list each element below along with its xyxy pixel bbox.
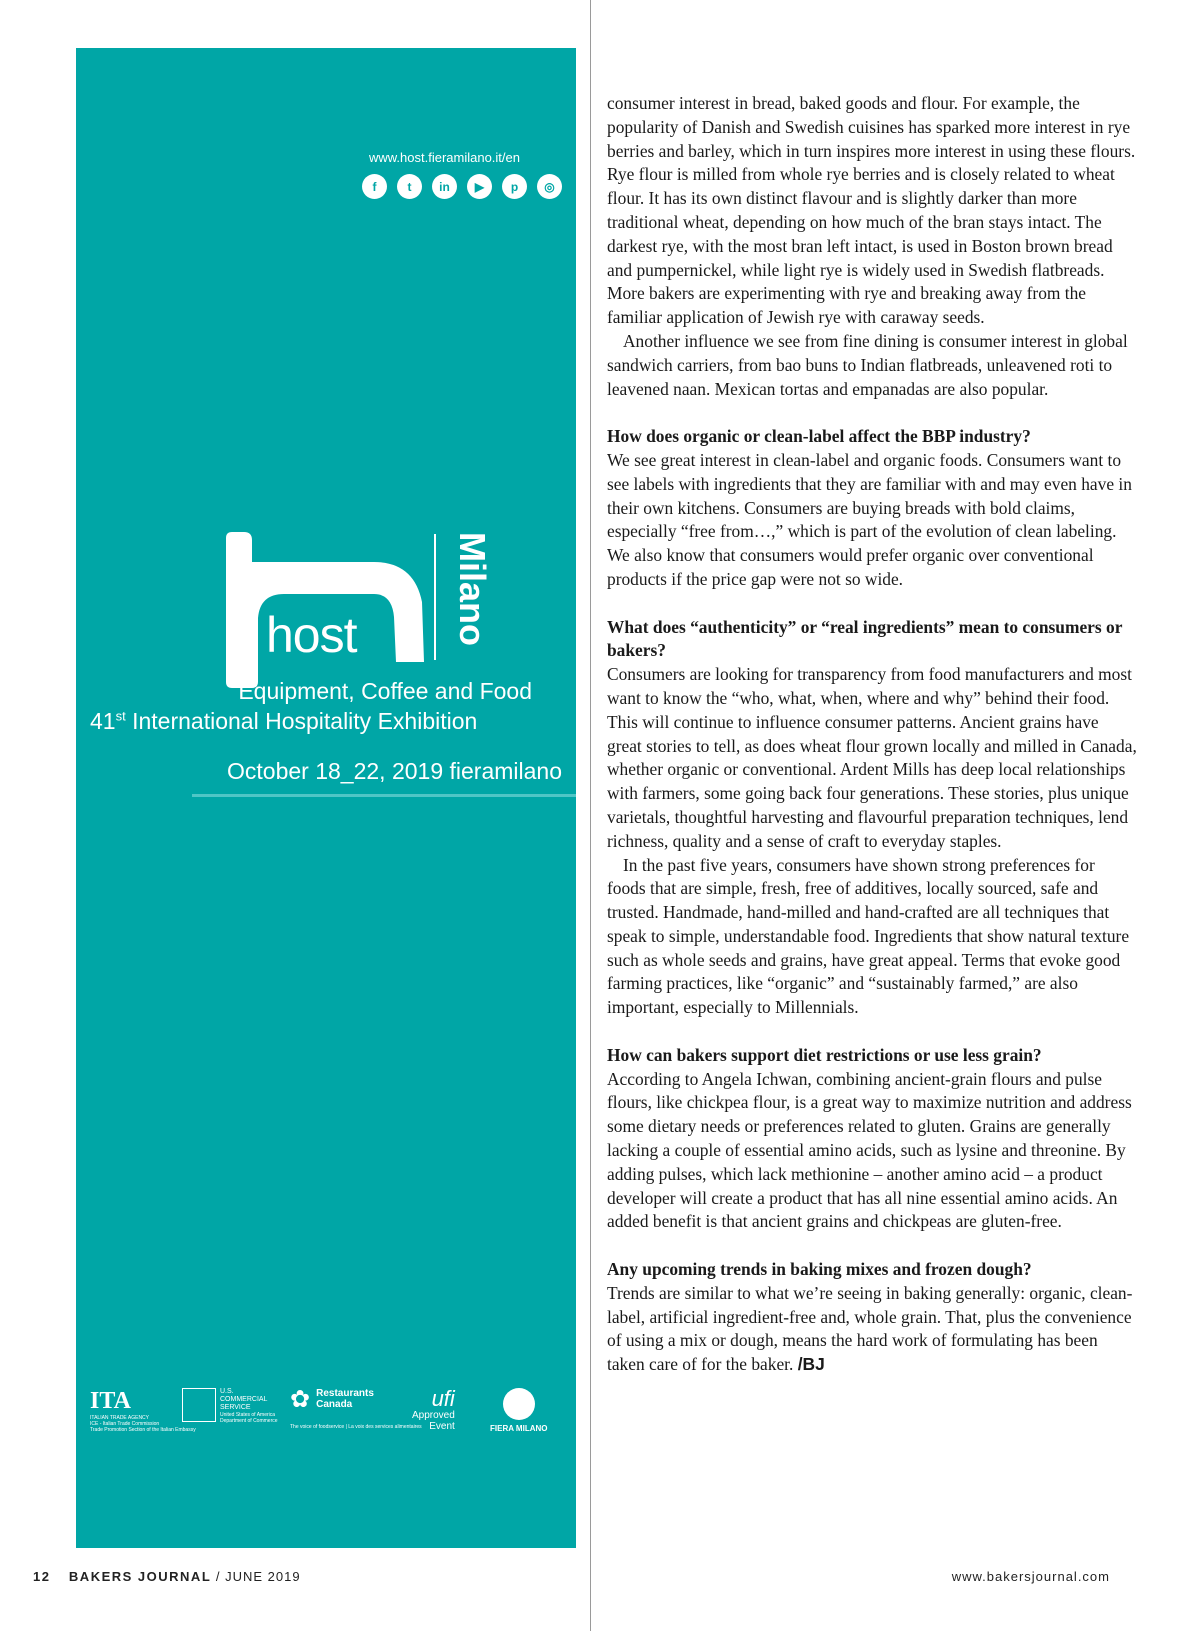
publication-name: BAKERS JOURNAL xyxy=(68,1569,212,1584)
host-milano-ad[interactable] xyxy=(76,48,576,1548)
svg-text:Milano: Milano xyxy=(452,532,493,646)
signature: /BJ xyxy=(797,1354,825,1375)
paragraph: Consumers are looking for transparency from food manufacturers and most want to know the “who, what, when, where and why” behind their food. This will continue to influence consumer patterns. Ancient grains have great stories to tell, as does wheat flour grown locally and milled in Canada, whether organic or conventional. Ardent Mills has deep local relationships with farmers, some going back four generations. These stories, plus unique varietals, thoughtful harvesting and flavourful preparation techniques, lend richness, quality and a sense of craft to everyday staples. xyxy=(607,664,1137,851)
column-divider xyxy=(590,0,591,1631)
question-heading: Any upcoming trends in baking mixes and frozen dough? xyxy=(607,1259,1032,1280)
ad-rule xyxy=(192,794,576,797)
article-body xyxy=(607,92,1137,1377)
question-heading: How can bakers support diet restrictions or use less grain? xyxy=(607,1044,1042,1065)
facebook-icon[interactable]: f xyxy=(362,174,387,199)
flag-icon xyxy=(182,1388,216,1422)
footer-website[interactable]: www.bakersjournal.com xyxy=(951,1569,1110,1584)
fiera-milano-icon xyxy=(503,1388,535,1420)
logo-divider xyxy=(434,534,436,660)
question-heading: What does “authenticity” or “real ingredients” mean to consumers or bakers? xyxy=(607,616,1123,661)
maple-leaf-icon: ✿ xyxy=(290,1386,311,1413)
paragraph: Another influence we see from fine dining is consumer interest in global sandwich carriers, from bao buns to Indian flatbreads, unleavened roti to leavened naan. Mexican tortas and empanadas are also popular. xyxy=(607,330,1128,399)
host-logo-text: host xyxy=(266,607,357,663)
page-number: 12 xyxy=(33,1569,51,1584)
youtube-icon[interactable]: ▶ xyxy=(467,174,492,199)
partner-logos xyxy=(90,1388,568,1438)
paragraph: Trends are similar to what we’re seeing in baking generally: organic, clean-label, artificial ingredient-free and, whole grain. That, plus the convenience of using a mix or dough, means the hard work of formulating has been taken care of for the baker. /BJ xyxy=(607,1282,1133,1375)
paragraph: consumer interest in bread, baked goods and flour. For example, the popularity of Danish and Swedish cuisines has sparked more interest in rye berries and barley, which in turn inspires more interest in using these flours. Rye flour is milled from whole rye berries and is closely related to wheat flour. It has its own distinct flavour and is slightly darker than more traditional wheat, depending on how much of the bran stays intact. The darkest rye, with the most bran left intact, is used in Boston brown bread and pumpernickel, while light rye is widely used in Swedish flatbreads. More bakers are experimenting with rye and breaking away from the familiar application of Jewish rye with caraway seeds. xyxy=(607,93,1136,328)
fiera-milano-logo: FIERA MILANO xyxy=(490,1388,547,1433)
milano-vertical-text xyxy=(442,532,502,666)
restaurants-canada-logo: ✿ Restaurants Canada The voice of foodservice | La voix des services alimentaires xyxy=(290,1386,422,1430)
ufi-approved-logo: ufi Approved Event xyxy=(412,1386,455,1432)
question-heading: How does organic or clean-label affect the BBP industry? xyxy=(607,426,1031,447)
ita-logo: ITA ITALIAN TRADE AGENCY ICE - Italian Trade Commission Trade Promotion Section of the Italian Embassy xyxy=(90,1388,196,1433)
paragraph: In the past five years, consumers have shown strong preferences for foods that are simple, fresh, free of additives, locally sourced, safe and trusted. Handmade, hand-milled and hand-crafted are all techniques that speak to simple, understandable food. Ingredients that show natural texture such as whole seeds and grains, have great appeal. Terms that evoke good farming practices, like “organic” and “sustainably farmed,” are also important, especially to Millennials. xyxy=(607,854,1130,1018)
ad-tagline-1: Equipment, Coffee and Food xyxy=(238,678,532,704)
us-commercial-service-logo: U.S. COMMERCIAL SERVICE United States of America Department of Commerce xyxy=(182,1388,278,1424)
issue-date: / JUNE 2019 xyxy=(211,1569,301,1584)
paragraph: According to Angela Ichwan, combining ancient-grain flours and pulse flours, like chickpea flour, is a great way to maximize nutrition and address some dietary needs or preferences related to gluten. Grains are generally lacking a couple of essential amino acids, such as lysine and threonine. By adding pulses, which lack methionine – another amino acid – a product developer will create a product that has all nine essential amino acids. An added benefit is that ancient grains and chickpeas are gluten-free. xyxy=(607,1068,1132,1232)
ad-tagline-2: 41st International Hospitality Exhibition xyxy=(90,708,478,734)
social-icons xyxy=(362,174,562,199)
paragraph: We see great interest in clean-label and organic foods. Consumers want to see labels with ingredients that they are familiar with and may even have in their own kitchens. Consumers are buying breads with bold claims, especially “free from…,” which is part of the evolution of clean labeling. We also know that consumers would prefer organic over conventional products if the price gap were not so wide. xyxy=(607,449,1132,589)
pinterest-icon[interactable]: p xyxy=(502,174,527,199)
ad-dates: October 18_22, 2019 fieramilano xyxy=(227,758,562,784)
ad-url-link[interactable]: www.host.fieramilano.it/en xyxy=(368,150,520,165)
twitter-icon[interactable]: t xyxy=(397,174,422,199)
footer-left xyxy=(33,1569,301,1584)
instagram-icon[interactable]: ◎ xyxy=(537,174,562,199)
linkedin-icon[interactable]: in xyxy=(432,174,457,199)
